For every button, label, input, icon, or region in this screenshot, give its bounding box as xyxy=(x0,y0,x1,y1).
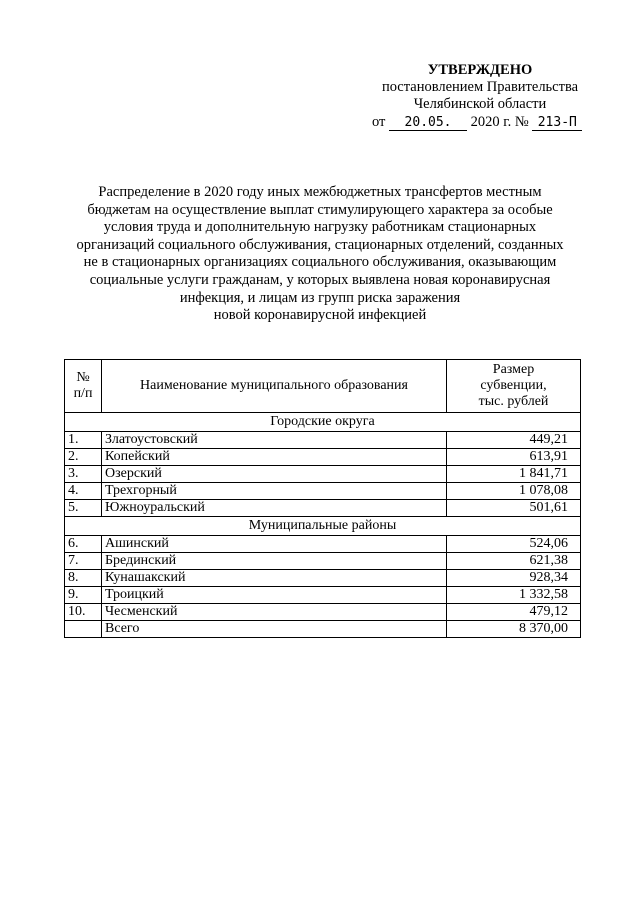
table-row xyxy=(65,500,581,517)
row-name: Ашинский xyxy=(102,536,447,553)
total-label: Всего xyxy=(102,621,447,638)
row-number: 7. xyxy=(65,553,102,570)
row-name: Троицкий xyxy=(102,587,447,604)
row-value: 479,12 xyxy=(447,604,581,621)
header-size-line: тыс. рублей xyxy=(478,394,549,409)
table-row xyxy=(65,466,581,483)
header-num-symbol: № xyxy=(76,370,90,385)
table-row xyxy=(65,536,581,553)
table-row xyxy=(65,483,581,500)
row-value: 928,34 xyxy=(447,570,581,587)
row-number: 8. xyxy=(65,570,102,587)
row-name: Копейский xyxy=(102,449,447,466)
row-name: Брединский xyxy=(102,553,447,570)
row-number: 4. xyxy=(65,483,102,500)
header-name: Наименование муниципального образования xyxy=(102,360,447,413)
distribution-table xyxy=(64,359,581,638)
table-row xyxy=(65,604,581,621)
row-number: 1. xyxy=(65,432,102,449)
row-number: 2. xyxy=(65,449,102,466)
approval-date: 20.05. xyxy=(389,116,467,131)
section-municipal-districts: Муниципальные районы xyxy=(65,517,581,536)
title-line: не в стационарных организациях социального обслуживания, оказывающим xyxy=(83,254,557,271)
header-size-line: субвенции, xyxy=(480,378,547,393)
row-value: 449,21 xyxy=(447,432,581,449)
row-value: 1 841,71 xyxy=(447,466,581,483)
table-header-row xyxy=(65,360,581,413)
table-row xyxy=(65,432,581,449)
table-row xyxy=(65,587,581,604)
row-number: 9. xyxy=(65,587,102,604)
table-row xyxy=(65,570,581,587)
row-number: 6. xyxy=(65,536,102,553)
row-name: Озерский xyxy=(102,466,447,483)
total-row xyxy=(65,621,581,638)
table-row xyxy=(65,449,581,466)
approval-date-line xyxy=(372,114,600,131)
row-name: Кунашакский xyxy=(102,570,447,587)
title-line: инфекция, и лицам из групп риска заражения xyxy=(179,289,461,306)
row-value: 501,61 xyxy=(447,500,581,517)
section-row xyxy=(65,517,581,536)
row-name: Чесменский xyxy=(102,604,447,621)
title-line: новой коронавирусной инфекцией xyxy=(213,307,427,324)
approval-line-2: Челябинской области xyxy=(413,96,547,112)
year-label: 2020 г. № xyxy=(470,114,529,130)
table-row xyxy=(65,553,581,570)
header-num-label: п/п xyxy=(73,386,93,401)
section-urban-districts: Городские округа xyxy=(65,413,581,432)
section-row xyxy=(65,413,581,432)
total-value: 8 370,00 xyxy=(447,621,581,638)
row-value: 1 332,58 xyxy=(447,587,581,604)
approval-number: 213-П xyxy=(532,116,582,131)
total-number xyxy=(65,621,102,638)
row-value: 524,06 xyxy=(447,536,581,553)
approval-line-1: постановлением Правительства xyxy=(381,79,579,95)
row-name: Трехгорный xyxy=(102,483,447,500)
row-number: 5. xyxy=(65,500,102,517)
row-name: Южноуральский xyxy=(102,500,447,517)
header-size-line: Размер xyxy=(492,362,535,377)
row-number: 10. xyxy=(65,604,102,621)
row-number: 3. xyxy=(65,466,102,483)
row-value: 1 078,08 xyxy=(447,483,581,500)
title-line: условия труда и дополнительную нагрузку работникам стационарных xyxy=(103,219,537,236)
approval-block xyxy=(360,62,600,131)
approval-title: УТВЕРЖДЕНО xyxy=(427,62,533,78)
row-value: 621,38 xyxy=(447,553,581,570)
title-line: организаций социального обслуживания, стационарных отделений, созданных xyxy=(76,236,564,253)
title-line: Распределение в 2020 году иных межбюджетных трансфертов местным xyxy=(98,184,542,200)
from-label: от xyxy=(372,114,386,130)
header-size xyxy=(447,360,581,413)
row-value: 613,91 xyxy=(447,449,581,466)
title-line: социальные услуги гражданам, у которых выявлена новая коронавирусная xyxy=(89,271,551,288)
document-title xyxy=(70,184,570,325)
header-num xyxy=(65,360,102,413)
title-line: бюджетам на осуществление выплат стимулирующего характера за особые xyxy=(87,201,553,218)
row-name: Златоустовский xyxy=(102,432,447,449)
